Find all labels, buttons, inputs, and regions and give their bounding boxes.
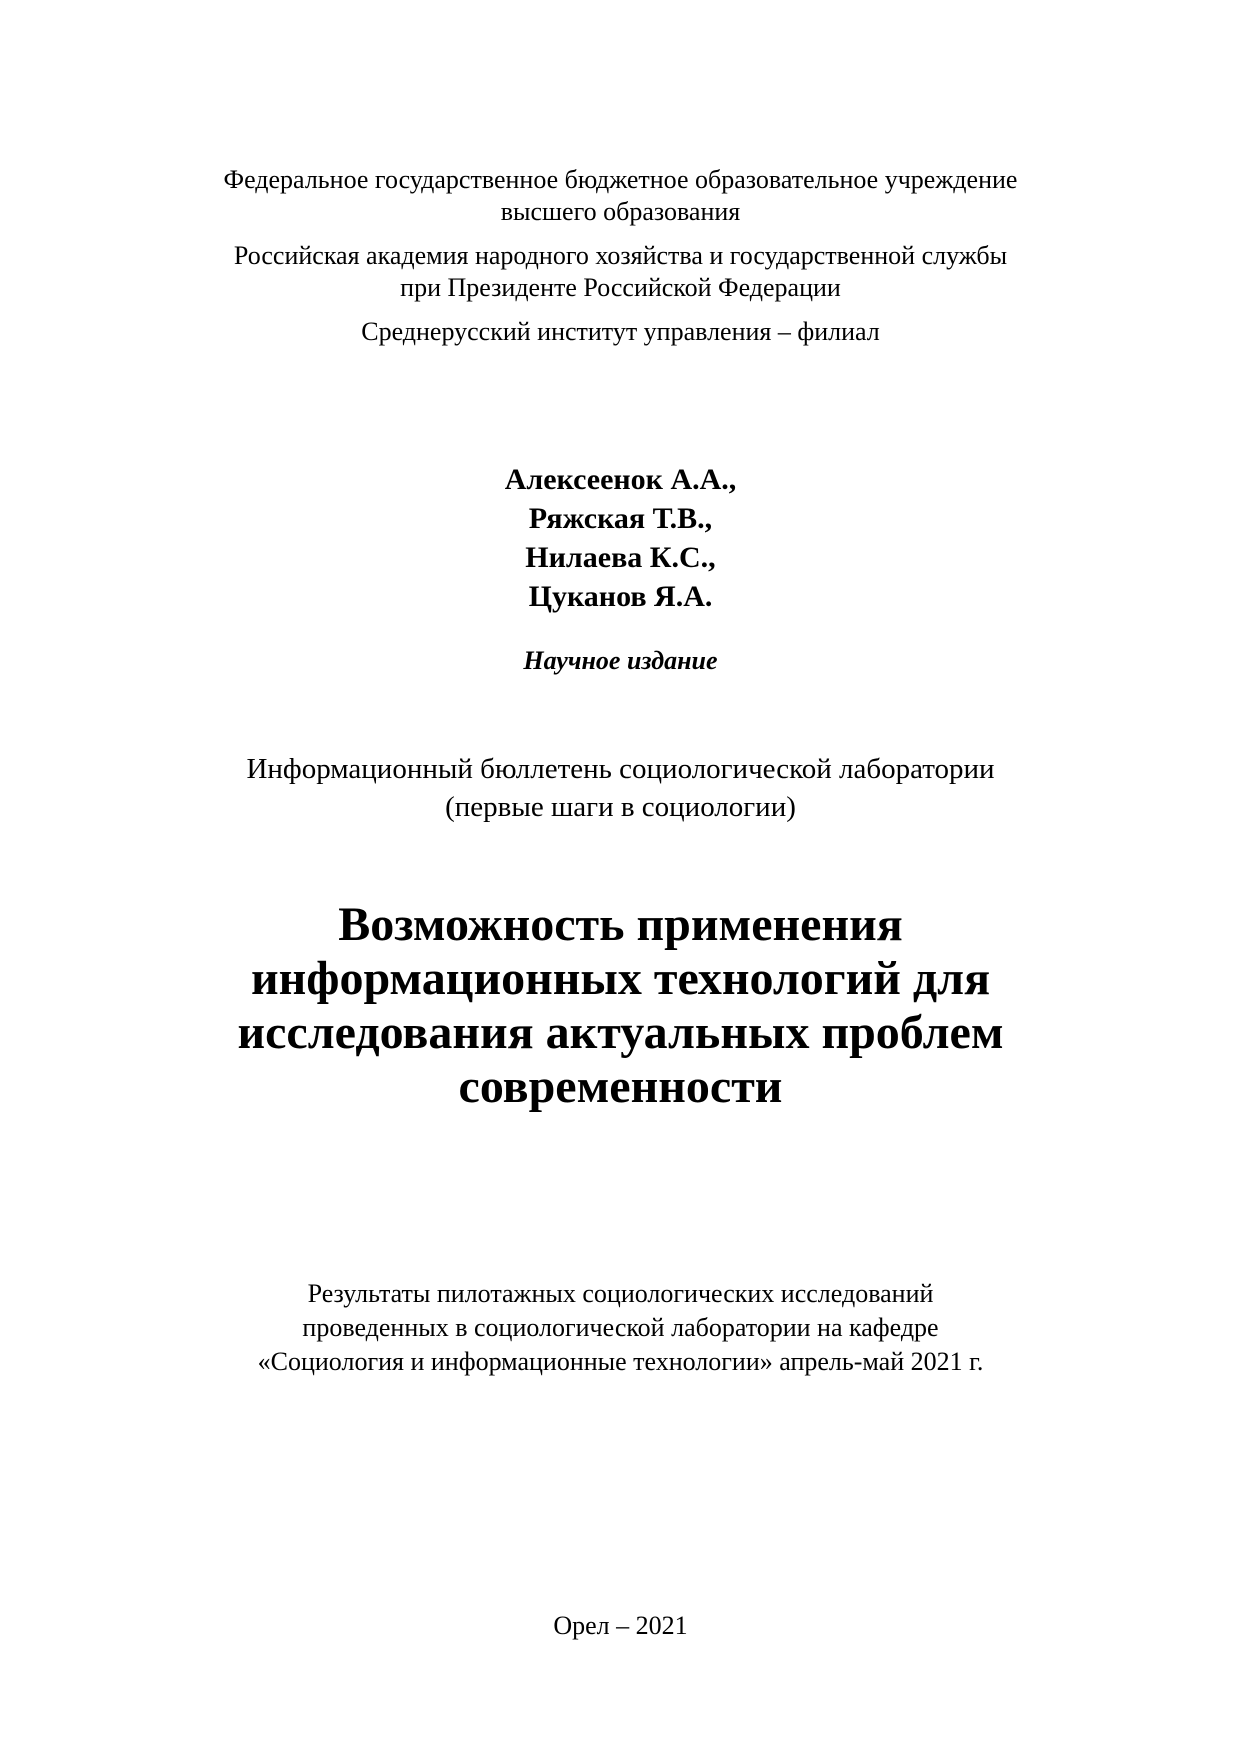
publication-type	[0, 645, 1241, 677]
city-year-footer	[0, 1610, 1241, 1642]
title-line: современности	[458, 1060, 783, 1113]
academy-name	[0, 240, 1241, 304]
institution-line: высшего образования	[500, 197, 741, 226]
title-line: исследования актуальных проблем	[237, 1006, 1004, 1059]
publication-type-label: Научное издание	[523, 646, 718, 675]
institution-header	[0, 164, 1241, 360]
institution-line: Российская академия народного хозяйства и государственной службы	[233, 241, 1008, 270]
city-year: Орел – 2021	[553, 1611, 688, 1640]
author-name: Цуканов Я.А.	[528, 580, 713, 613]
description-line: Результаты пилотажных социологических исследований	[307, 1279, 934, 1308]
series-title	[0, 750, 1241, 826]
author-name: Алексеенок А.А.,	[504, 463, 737, 496]
description-line: «Социология и информационные технологии» апрель-май 2021 г.	[257, 1347, 984, 1376]
author-name: Ряжская Т.В.,	[528, 502, 713, 535]
branch-name	[0, 316, 1241, 348]
authors-list	[0, 460, 1241, 616]
institution-line: Среднерусский институт управления – филиал	[361, 317, 880, 346]
title-line: информационных технологий для	[250, 952, 991, 1005]
description-line: проведенных в социологической лаборатории на кафедре	[302, 1313, 939, 1342]
institution-type	[0, 164, 1241, 228]
title-line: Возможность применения	[338, 898, 903, 951]
series-line: (первые шаги в социологии)	[445, 791, 796, 823]
author-name: Нилаева К.С.,	[525, 541, 716, 574]
institution-line: Федеральное государственное бюджетное образовательное учреждение	[223, 165, 1018, 194]
main-title	[0, 898, 1241, 1114]
description	[0, 1277, 1241, 1379]
series-line: Информационный бюллетень социологической лаборатории	[246, 753, 995, 785]
institution-line: при Президенте Российской Федерации	[400, 273, 841, 302]
